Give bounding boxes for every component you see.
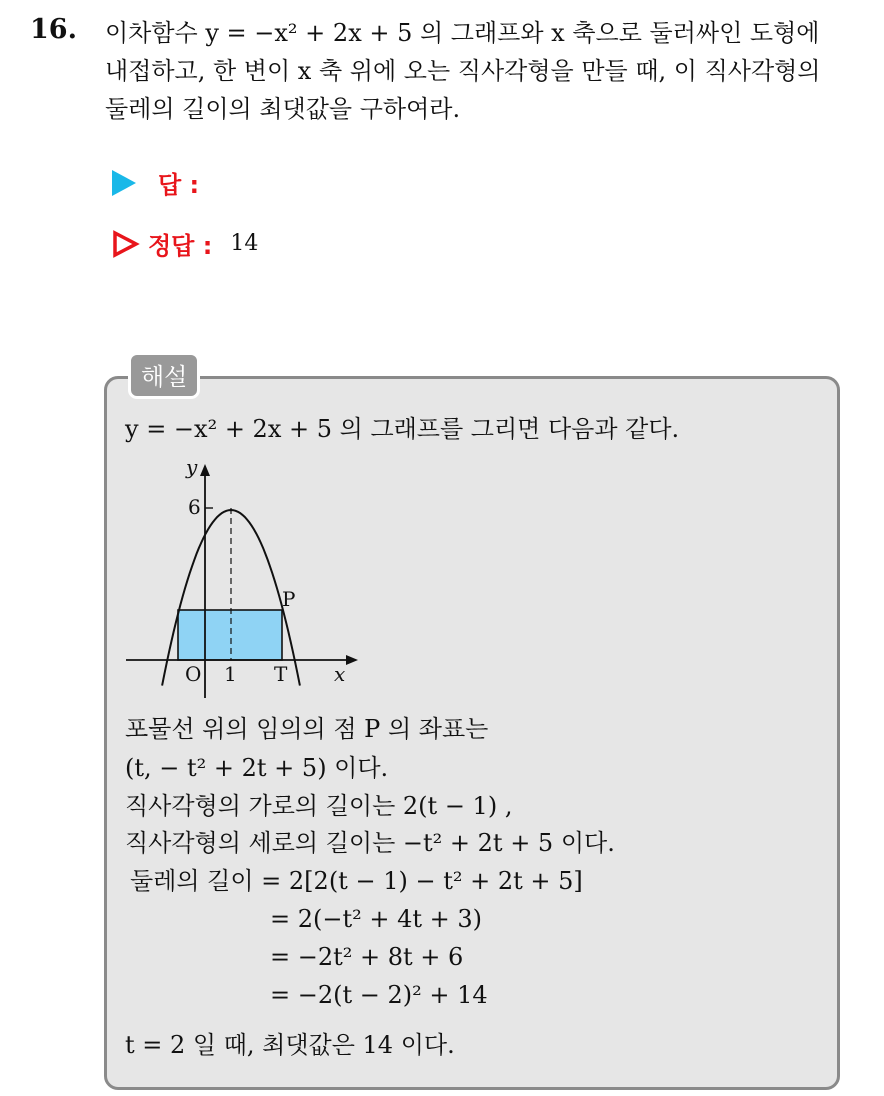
solution-line: (t, − t² + 2t + 5) 이다.	[125, 754, 389, 782]
answer-row	[112, 165, 217, 200]
question-line: 내접하고, 한 변이 x 축 위에 오는 직사각형을 만들 때, 이 직사각형의	[105, 57, 821, 85]
question-line: 둘레의 길이의 최댓값을 구하여라.	[105, 95, 461, 123]
question-number: 16.	[30, 14, 77, 45]
answer-label: 답 :	[158, 171, 200, 199]
outline-triangle-icon	[112, 230, 140, 258]
question-text	[105, 14, 870, 128]
point-t-label: T	[274, 662, 288, 686]
solution-line: = −2t² + 8t + 6	[270, 943, 464, 971]
solution-line: 직사각형의 가로의 길이는 2(t − 1) ,	[125, 792, 513, 820]
x-axis-arrow-icon	[346, 655, 358, 665]
correct-answer-label: 정답 :	[148, 232, 213, 260]
point-p-label: P	[282, 587, 296, 611]
tick-6-label: 6	[188, 495, 201, 519]
solution-line: = 2(−t² + 4t + 3)	[270, 905, 483, 933]
solution-line: 둘레의 길이 = 2[2(t − 1) − t² + 2t + 5]	[130, 867, 583, 895]
x-axis-label: x	[334, 662, 346, 686]
solution-line: t = 2 일 때, 최댓값은 14 이다.	[125, 1031, 455, 1059]
question-line: 이차함수 y = −x² + 2x + 5 의 그래프와 x 축으로 둘러싸인 도형에	[105, 19, 820, 47]
y-axis-label: y	[186, 458, 198, 479]
solution-tab: 해설	[128, 352, 200, 399]
tick-1-label: 1	[224, 662, 237, 686]
solution-intro: y = −x² + 2x + 5 의 그래프를 그리면 다음과 같다.	[125, 415, 680, 443]
solution-line: = −2(t − 2)² + 14	[270, 981, 488, 1009]
solution-line: 포물선 위의 임의의 점 P 의 좌표는	[125, 715, 489, 743]
solution-line: 직사각형의 세로의 길이는 −t² + 2t + 5 이다.	[125, 829, 615, 857]
origin-label: O	[185, 662, 202, 686]
play-triangle-icon	[112, 170, 136, 196]
y-axis-arrow-icon	[200, 464, 210, 476]
correct-answer-row	[112, 226, 258, 261]
parabola-graph	[118, 458, 368, 703]
correct-answer-value: 14	[230, 231, 259, 256]
inscribed-rectangle	[178, 610, 282, 660]
